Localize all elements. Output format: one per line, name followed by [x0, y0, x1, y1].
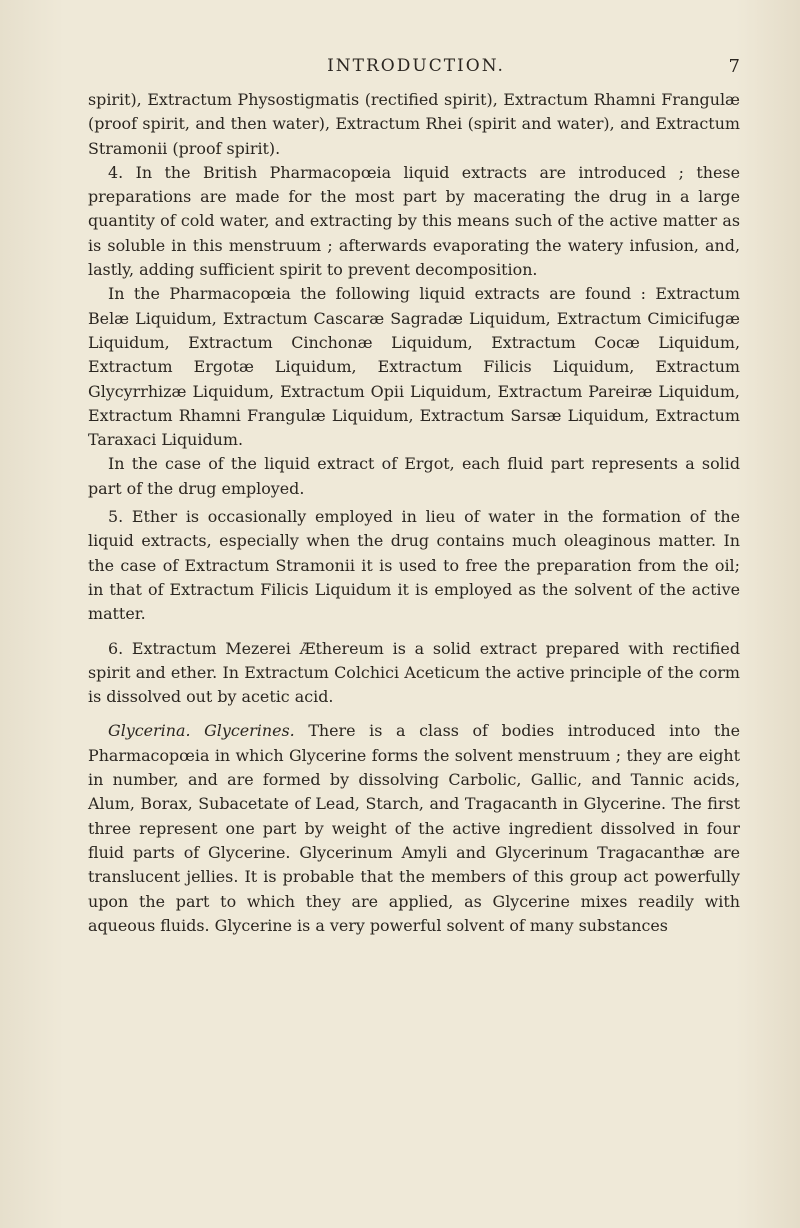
paragraph-6: 6. Extractum Mezerei Æthereum is a solid extract prepared with rectified spirit and ether. In Extractum Colchici Aceticum the active principle of the corm is dissolved out by acetic acid. [88, 638, 740, 707]
paragraph-glycerina [88, 719, 740, 938]
page-number: 7 [728, 56, 740, 77]
paragraph-ergot: In the case of the liquid extract of Ergot, each fluid part represents a solid part of the drug employed. [88, 454, 740, 498]
body-text [88, 88, 740, 938]
running-title: INTRODUCTION. [327, 56, 505, 76]
glycerina-text: There is a class of bodies introduced into the Pharmacopœia in which Glycerine forms the solvent menstruum ; they are eight in number, and are formed by dissolving Carbolic, Gallic, and Tannic acids, Alum, Borax, Subacetate of Lead, Starch, and Tragacanth in Glycerine. The first three represent one part by weight of the active ingredient dissolved in four fluid parts of Glycerine. Glycerinum Amyli and Glycerinum Tragacanthæ are translucent jellies. It is probable that the members of this group act powerfully upon the part to which they are applied, as Glycerine mixes readily with aqueous fluids. Glycerine is a very powerful solvent of many substances [88, 721, 740, 935]
paragraph-liquid-extracts-list: In the Pharmacopœia the following liquid extracts are found : Extractum Belæ Liquidum, Extractum Cascaræ Sagradæ Liquidum, Extractum Cimicifugæ Liquidum, Extractum Cinchonæ Liquidum, Extractum Cocæ Liquidum, Extractum Ergotæ Liquidum, Extractum Filicis Liquidum, Extractum Glycyrrhizæ Liquidum, Extractum Opii Liquidum, Extractum Pareiræ Liquidum, Extractum Rhamni Frangulæ Liquidum, Extractum Sarsæ Liquidum, Extractum Taraxaci Liquidum. [88, 284, 740, 450]
glycerina-heading: Glycerina. Glycerines. [108, 721, 295, 741]
paragraph-continuation: spirit), Extractum Physostigmatis (rectified spirit), Extractum Rhamni Frangulæ (proof spirit, and then water), Extractum Rhei (spirit and water), and Extractum Stramonii (proof spirit). [88, 90, 740, 158]
paragraph-4: 4. In the British Pharmacopœia liquid extracts are introduced ; these preparations are made for the most part by macerating the drug in a large quantity of cold water, and extracting by this means such of the active matter as is soluble in this menstruum ; afterwards evaporating the watery infusion, and, lastly, adding sufficient spirit to prevent decomposition. [88, 162, 740, 280]
paragraph-5: 5. Ether is occasionally employed in lieu of water in the formation of the liquid extracts, especially when the drug contains much oleaginous matter. In the case of Extractum Stramonii it is used to free the preparation from the oil; in that of Extractum Filicis Liquidum it is employed as the solvent of the active matter. [88, 507, 740, 624]
page-header [92, 56, 740, 80]
